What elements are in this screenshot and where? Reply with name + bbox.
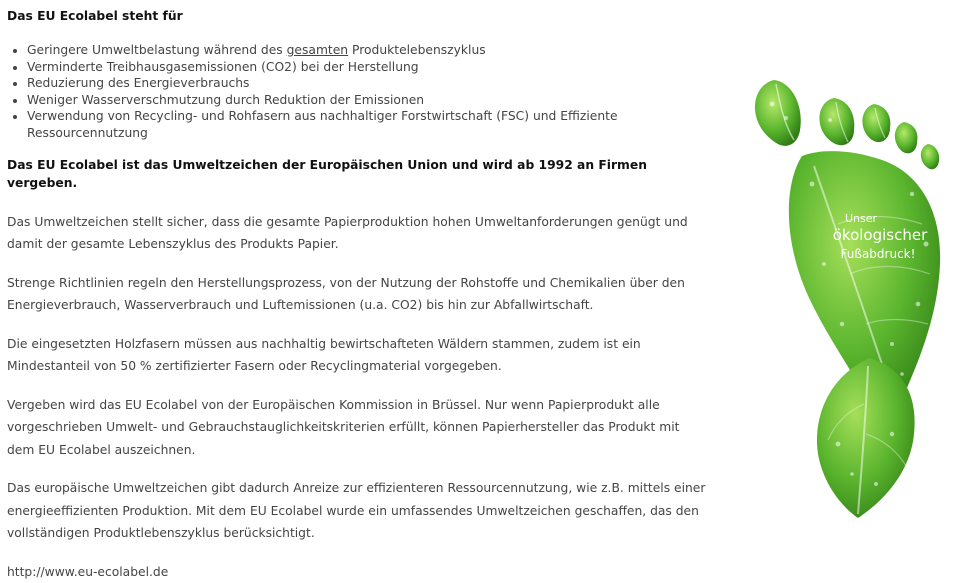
toe-leaf-icon bbox=[862, 104, 890, 142]
lead-statement: Das EU Ecolabel ist das Umweltzeichen der Europäischen Union und wird ab 1992 an Firmen vergeben. bbox=[7, 157, 647, 190]
list-item: • Geringere Umweltbelastung während des gesamten Produktelebenszyklus bbox=[27, 42, 707, 59]
paragraph-incentives: Das europäische Umweltzeichen gibt dadurch Anreize zur effizienteren Ressourcennutzung, wie z.B. mittels einer energieeffizienten Produktion. Mit dem EU Ecolabel wurde ein umfassendes Umweltzeichen geschaffen, das den vollständigen Produktlebenszyklus berücksichtigt. bbox=[7, 481, 706, 541]
footprint-slogan-line1: Unser bbox=[844, 212, 878, 225]
paragraph-award: Vergeben wird das EU Ecolabel von der Europäischen Kommission in Brüssel. Nur wenn Papierprodukt alle vorgeschrieben Umwelt- und Gebrauchstauglichkeitskriterien erfüllt, können Papierhersteller das Produkt mit dem EU Ecolabel auszeichnen. bbox=[7, 397, 680, 457]
paragraph-wood-fibers: Die eingesetzten Holzfasern müssen aus nachhaltig bewirtschafteten Wäldern stammen, zudem ist ein Mindestanteil von 50 % zertifizierter Fasern oder Recyclingmaterial vorgegeben. bbox=[7, 336, 641, 374]
section-heading: Das EU Ecolabel steht für bbox=[7, 9, 183, 23]
toe-leaf-icon bbox=[895, 122, 918, 153]
list-item: • Verminderte Treibhausgasemissionen (CO2) bei der Herstellung bbox=[27, 59, 707, 76]
benefit-list bbox=[7, 42, 707, 142]
main-content bbox=[7, 0, 707, 583]
list-item: • Verwendung von Recycling- und Rohfasern aus nachhaltiger Forstwirtschaft (FSC) und Effiziente Ressourcennutzung bbox=[27, 108, 707, 141]
toe-leaf-icon bbox=[755, 80, 801, 146]
paragraph-requirements: Das Umweltzeichen stellt sicher, dass die gesamte Papierproduktion hohen Umweltanforderungen genügt und damit der gesamte Lebenszyklus des Produkts Papier. bbox=[7, 214, 688, 252]
footprint-slogan-line2: ökologischer bbox=[832, 226, 928, 244]
paragraph-guidelines: Strenge Richtlinien regeln den Herstellungsprozess, von der Nutzung der Rohstoffe und Chemikalien über den Energieverbrauch, Wasserverbrauch und Luftemissionen (u.a. CO2) bis hin zur Abfallwirtschaft. bbox=[7, 275, 685, 313]
list-item: • Reduzierung des Energieverbrauchs bbox=[27, 75, 707, 92]
ecolabel-link-line bbox=[7, 561, 707, 583]
list-item: • Weniger Wasserverschmutzung durch Reduktion der Emissionen bbox=[27, 92, 707, 109]
toe-leaf-icon bbox=[921, 144, 939, 169]
toe-leaf-icon bbox=[819, 98, 854, 145]
ecolabel-link[interactable]: http://www.eu-ecolabel.de bbox=[7, 564, 169, 579]
footprint-leaf-image bbox=[742, 74, 952, 520]
heel-leaf-icon bbox=[817, 358, 915, 518]
footprint-slogan-line3: Fußabdruck! bbox=[840, 247, 916, 261]
